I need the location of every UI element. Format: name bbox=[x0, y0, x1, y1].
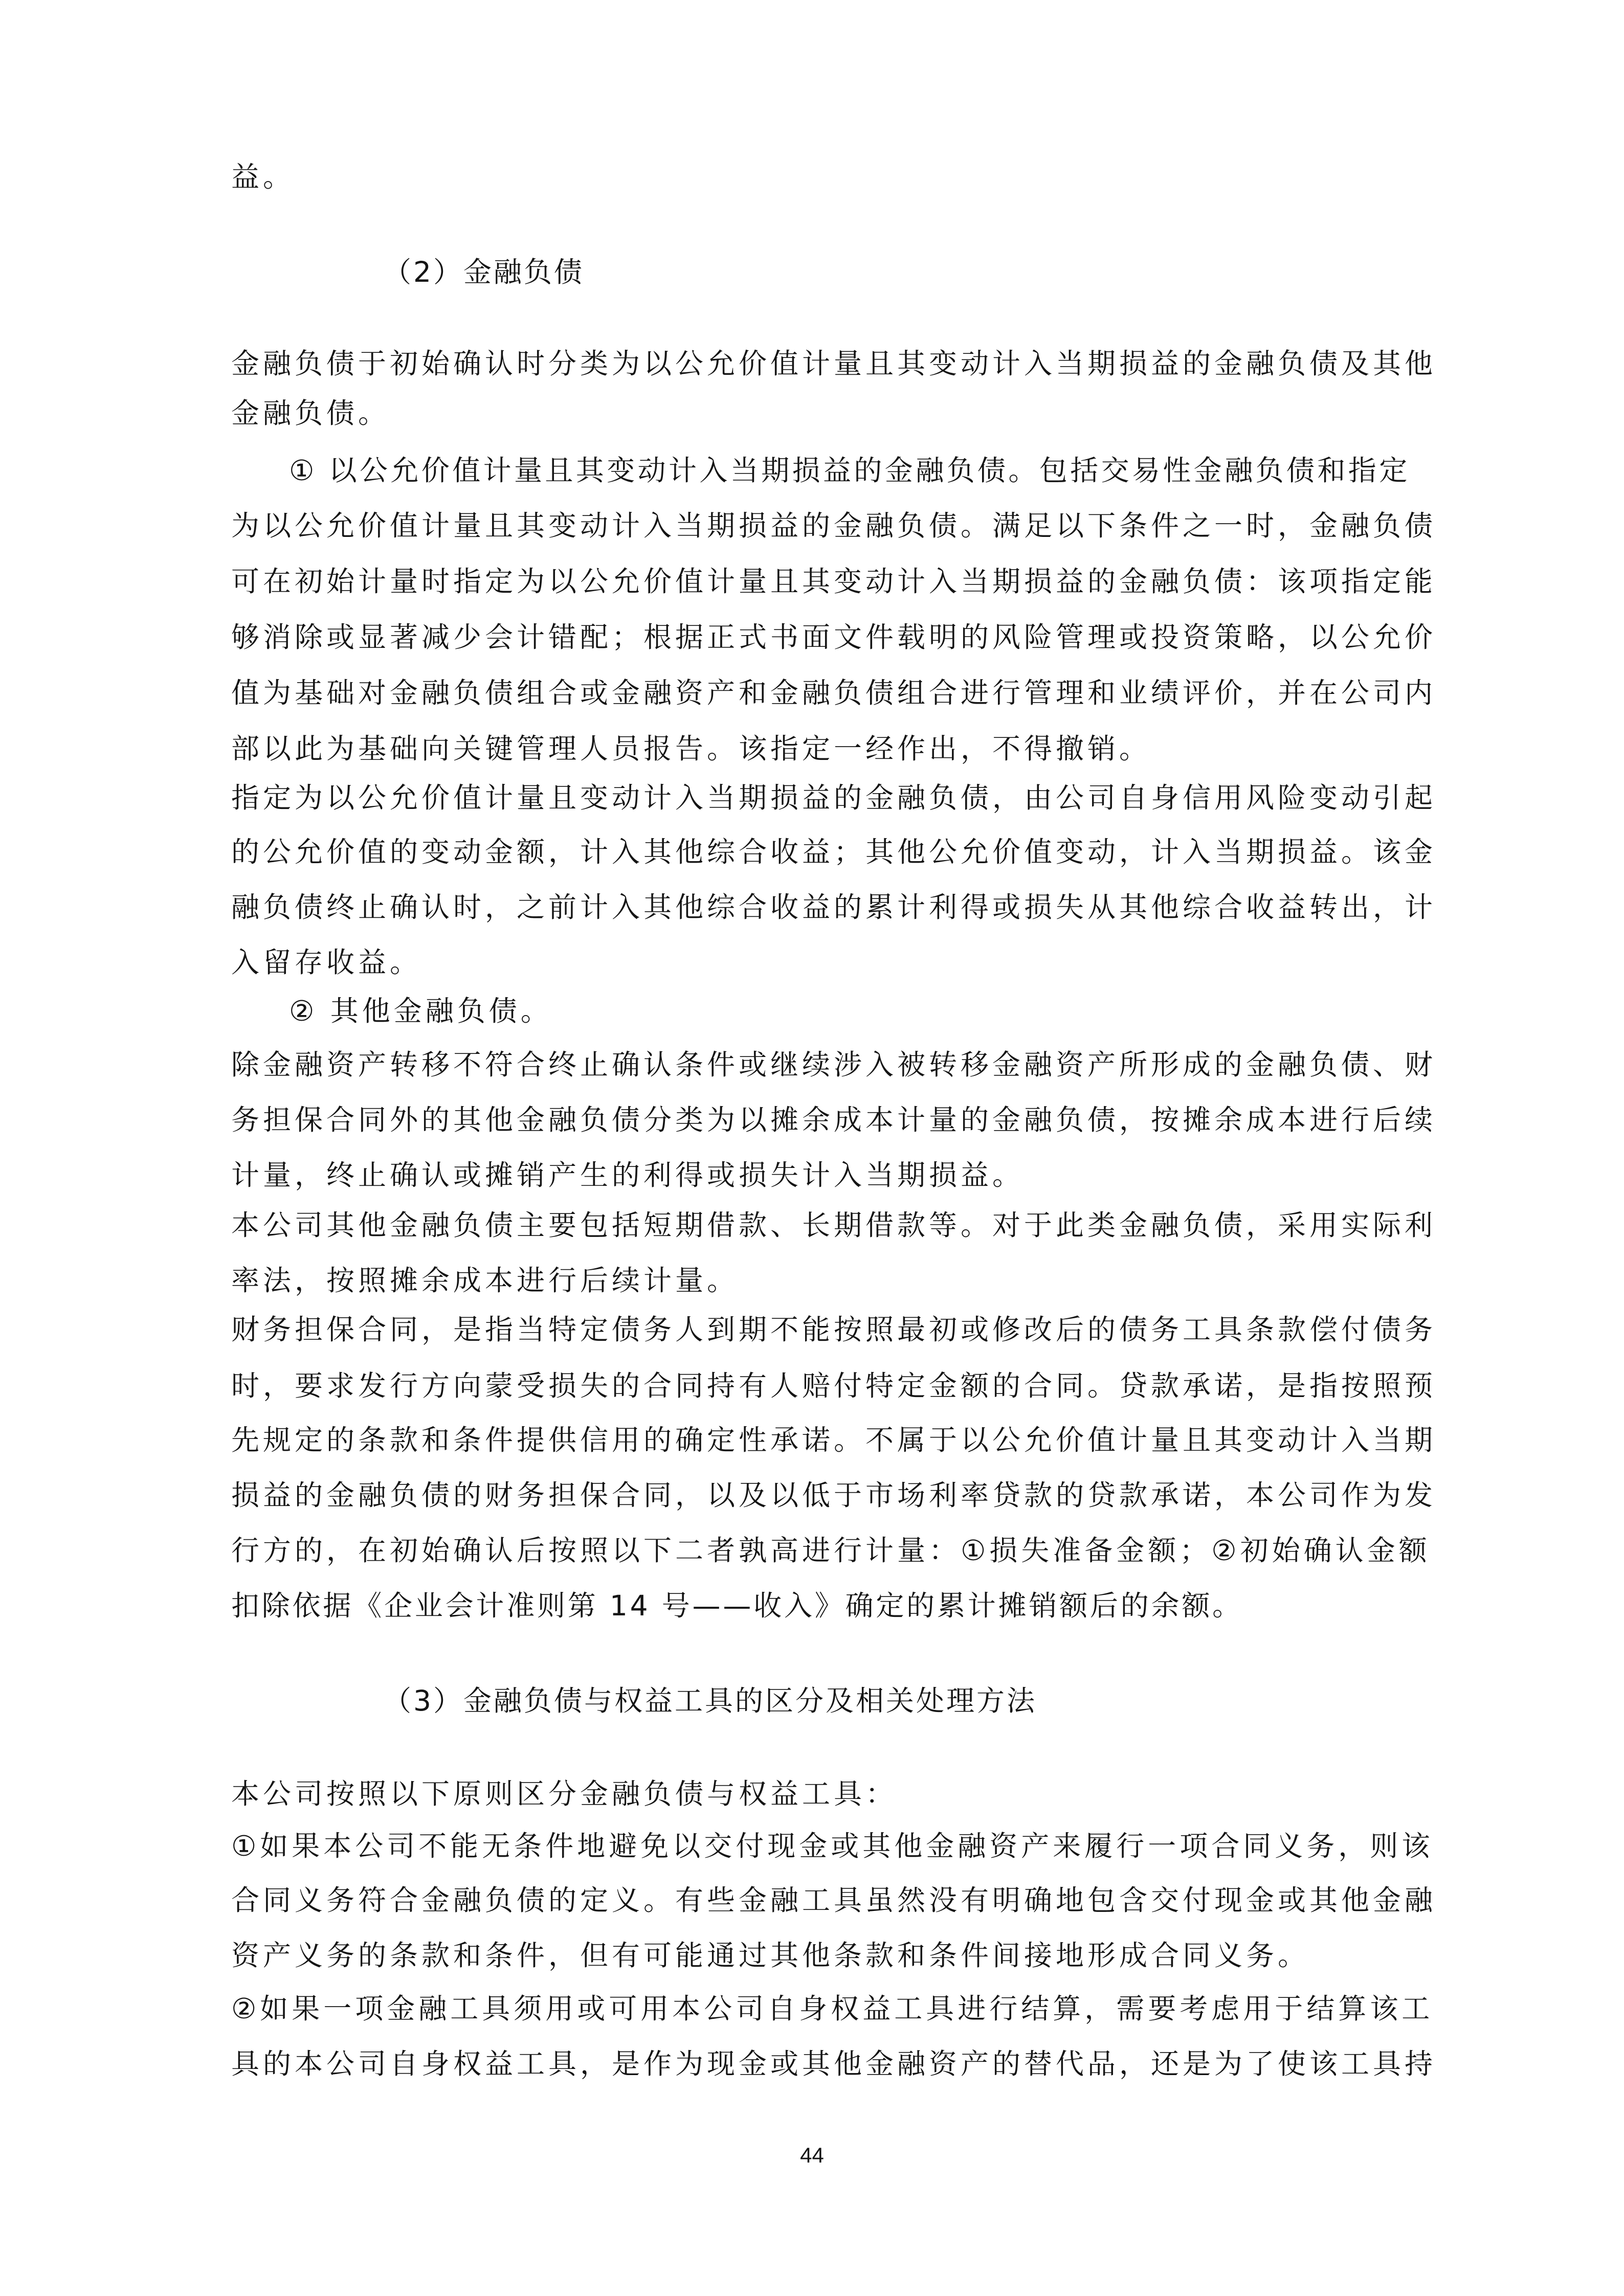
section-heading-financial-liabilities: （2）金融负债 bbox=[383, 256, 584, 288]
paragraph-line: 行方的，在初始确认后按照以下二者孰高进行计量：①损失准备金额；②初始确认金额 bbox=[231, 1534, 1431, 1567]
continuation-text: 益。 bbox=[231, 161, 295, 193]
paragraph-line: 本公司其他金融负债主要包括短期借款、长期借款等。对于此类金融负债，采用实际利 bbox=[231, 1209, 1437, 1242]
paragraph-line: 金融负债于初始确认时分类为以公允价值计量且其变动计入当期损益的金融负债及其他 bbox=[231, 347, 1437, 380]
paragraph-line: 为以公允价值计量且其变动计入当期损益的金融负债。满足以下条件之一时，金融负债 bbox=[231, 509, 1437, 542]
paragraph-line: 的公允价值的变动金额，计入其他综合收益；其他公允价值变动，计入当期损益。该金 bbox=[231, 836, 1437, 868]
paragraph-line: 可在初始计量时指定为以公允价值计量且其变动计入当期损益的金融负债：该项指定能 bbox=[231, 565, 1437, 598]
paragraph-line: ①如果本公司不能无条件地避免以交付现金或其他金融资产来履行一项合同义务，则该 bbox=[231, 1830, 1434, 1862]
paragraph-line: 财务担保合同，是指当特定债务人到期不能按照最初或修改后的债务工具条款偿付债务 bbox=[231, 1313, 1437, 1346]
paragraph-line: 计量，终止确认或摊销产生的利得或损失计入当期损益。 bbox=[231, 1159, 1025, 1191]
paragraph-line: 够消除或显著减少会计错配；根据正式书面文件载明的风险管理或投资策略，以公允价 bbox=[231, 621, 1437, 654]
paragraph-line: 值为基础对金融负债组合或金融资产和金融负债组合进行管理和业绩评价，并在公司内 bbox=[231, 677, 1437, 709]
paragraph-line: 损益的金融负债的财务担保合同，以及以低于市场利率贷款的贷款承诺，本公司作为发 bbox=[231, 1479, 1437, 1512]
section-heading-liability-vs-equity: （3）金融负债与权益工具的区分及相关处理方法 bbox=[383, 1684, 1037, 1717]
paragraph-line: 具的本公司自身权益工具，是作为现金或其他金融资产的替代品，还是为了使该工具持 bbox=[231, 2047, 1437, 2080]
paragraph-line: ① 以公允价值计量且其变动计入当期损益的金融负债。包括交易性金融负债和指定 bbox=[289, 454, 1410, 487]
paragraph-line: 入留存收益。 bbox=[231, 946, 422, 979]
paragraph-line: 融负债终止确认时，之前计入其他综合收益的累计利得或损失从其他综合收益转出，计 bbox=[231, 891, 1437, 924]
paragraph-line: 部以此为基础向关键管理人员报告。该指定一经作出，不得撤销。 bbox=[231, 732, 1151, 765]
paragraph-line: 先规定的条款和条件提供信用的确定性承诺。不属于以公允价值计量且其变动计入当期 bbox=[231, 1424, 1437, 1456]
paragraph-line: 合同义务符合金融负债的定义。有些金融工具虽然没有明确地包含交付现金或其他金融 bbox=[231, 1884, 1437, 1917]
paragraph-line: 指定为以公允价值计量且变动计入当期损益的金融负债，由公司自身信用风险变动引起 bbox=[231, 781, 1437, 814]
paragraph-line: 资产义务的条款和条件，但有可能通过其他条款和条件间接地形成合同义务。 bbox=[231, 1939, 1310, 1972]
paragraph-line: ②如果一项金融工具须用或可用本公司自身权益工具进行结算，需要考虑用于结算该工 bbox=[231, 1992, 1434, 2025]
page-number: 44 bbox=[800, 2143, 824, 2167]
paragraph-line: 率法，按照摊余成本进行后续计量。 bbox=[231, 1264, 739, 1297]
paragraph-line: 时，要求发行方向蒙受损失的合同持有人赔付特定金额的合同。贷款承诺，是指按照预 bbox=[231, 1369, 1437, 1402]
paragraph-line: 除金融资产转移不符合终止确认条件或继续涉入被转移金融资产所形成的金融负债、财 bbox=[231, 1048, 1437, 1081]
paragraph-line: 金融负债。 bbox=[231, 397, 390, 430]
paragraph-line: 扣除依据《企业会计准则第 14 号——收入》确定的累计摊销额后的余额。 bbox=[231, 1589, 1243, 1622]
paragraph-line: 本公司按照以下原则区分金融负债与权益工具： bbox=[231, 1777, 898, 1810]
paragraph-line: 务担保合同外的其他金融负债分类为以摊余成本计量的金融负债，按摊余成本进行后续 bbox=[231, 1104, 1437, 1136]
list-item-title: ② 其他金融负债。 bbox=[289, 995, 552, 1027]
